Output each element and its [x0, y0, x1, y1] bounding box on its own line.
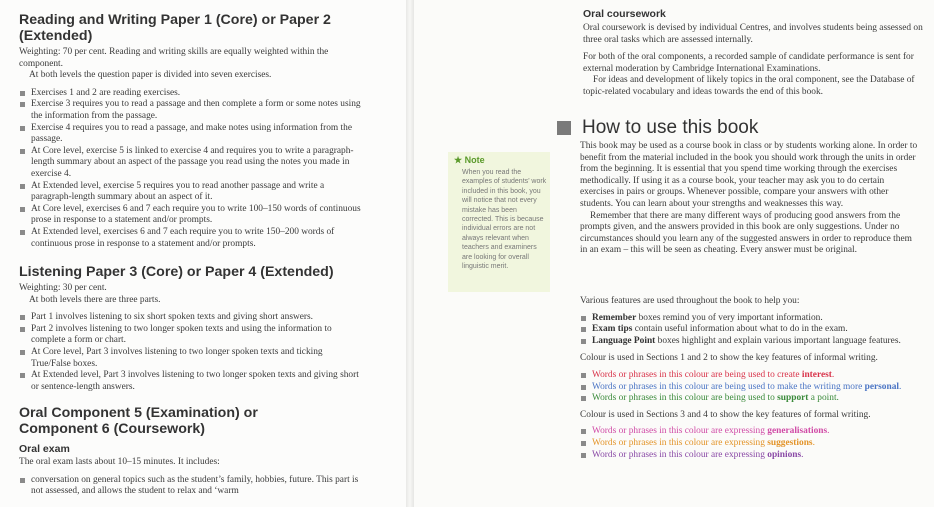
- list-item: At Extended level, exercises 6 and 7 each require you to write 150–200 words of continuous prose in response to a statement and/or prompts.: [19, 227, 364, 250]
- exercises-intro: At both levels the question paper is divided into seven exercises.: [29, 70, 272, 81]
- informal-colour-intro: Colour is used in Sections 1 and 2 to show the key features of informal writing.: [580, 353, 878, 364]
- list-item: Exercise 4 requires you to read a passage, and make notes using information from the passage.: [19, 123, 364, 146]
- note-box: [448, 152, 550, 292]
- oral-heading-line1: Oral Component 5 (Examination) or: [19, 405, 258, 421]
- oral-coursework-paragraph: Oral coursework is devised by individual Centres, and involves students being assessed on three oral tasks which are assessed internally.: [583, 23, 923, 45]
- list-item: Words or phrases in this colour are expressing suggestions.: [580, 438, 920, 450]
- exam-tips-label: Exam tips: [592, 324, 633, 335]
- list-item: Exercise 3 requires you to read a passage and then complete a form or some notes using the information from the passage.: [19, 99, 364, 122]
- oral-exam-list: [19, 475, 359, 498]
- list-item: Words or phrases in this colour are expressing opinions.: [580, 450, 920, 462]
- reading-writing-heading-line1: Reading and Writing Paper 1 (Core) or Paper 2: [19, 12, 331, 28]
- formal-colour-intro: Colour is used in Sections 3 and 4 to show the key features of formal writing.: [580, 409, 871, 420]
- moderation-paragraph: For both of the oral components, a recorded sample of candidate performance is sent for external moderation by Cambridge International Examinations.: [583, 52, 914, 74]
- informal-colour-list: [580, 370, 920, 405]
- language-point-label: Language Point: [592, 335, 656, 346]
- listening-section: [19, 264, 399, 393]
- features-intro: Various features are used throughout the book to help you:: [580, 296, 800, 306]
- list-item: Words or phrases in this colour are being used to support a point.: [580, 393, 920, 405]
- oral-heading-line2: Component 6 (Coursework): [19, 421, 206, 437]
- ideas-paragraph: For ideas and development of likely topics in the oral component, see the Database of topic-related vocabulary and ideas towards the end of this book.: [583, 75, 915, 97]
- list-item: At Core level, exercise 5 is linked to exercise 4 and requires you to write a paragraph-length summary about an aspect of the passage you read using the notes you made in exercise 4.: [19, 146, 364, 181]
- weighting-paragraph: Weighting: 70 per cent. Reading and writing skills are equally weighted within the component.: [19, 47, 329, 69]
- reading-writing-section: [19, 12, 399, 250]
- list-item: Words or phrases in this colour are being used to make the writing more personal.: [580, 382, 920, 394]
- how-to-use-paragraph: This book may be used as a course book in class or by students working alone. In order to benefit from the material included in the book you should work through the units in order from the beginning. It is essential that you spend time working through the exercises methodically. If using it as a course book, your teacher may ask you to do certain exercises in pairs or groups. Whenever possible, compare your answers with other students. You can learn about your strengths and weaknesses this way.: [580, 141, 918, 209]
- how-to-use-section: [580, 141, 920, 257]
- how-to-use-heading: How to use this book: [582, 117, 759, 138]
- reading-writing-heading-line2: (Extended): [19, 28, 93, 44]
- list-item: At Core level, exercises 6 and 7 each require you to write 100–150 words of continuous prose in response to a statement and/or prompts.: [19, 204, 364, 227]
- remember-label: Remember: [592, 312, 637, 323]
- star-icon: ★: [454, 155, 463, 165]
- list-item: conversation on general topics such as the student’s family, hobbies, future. This part is not assessed, and allows the student to relax and ‘warm: [19, 475, 359, 498]
- list-item: Part 2 involves listening to two longer spoken texts and using the information to complete a form or chart.: [19, 324, 359, 347]
- oral-exam-paragraph: The oral exam lasts about 10–15 minutes. It includes:: [19, 457, 220, 467]
- formal-colour-list: [580, 426, 920, 461]
- exercise-list: [19, 88, 364, 250]
- oral-coursework-heading: Oral coursework: [583, 8, 666, 20]
- features-section: [580, 296, 920, 461]
- section-square-icon: [557, 121, 571, 135]
- features-list: [580, 313, 920, 348]
- list-item: Words or phrases in this colour are being used to create interest.: [580, 370, 920, 382]
- list-item: Part 1 involves listening to six short spoken texts and giving short answers.: [19, 312, 359, 324]
- remember-paragraph: Remember that there are many different ways of producing good answers from the prompts given, and the answers provided in this book are only suggestions. Under no circumstances should you learn any of the suggested answers in order to reproduce them in an exam – this will be seen as cheating. Every answer must be original.: [580, 210, 912, 256]
- left-page: [0, 0, 408, 507]
- oral-coursework-section: [583, 8, 923, 99]
- list-item: At Extended level, Part 3 involves listening to two longer spoken texts and giving short or sentence-length answers.: [19, 370, 359, 393]
- book-gutter: [406, 0, 414, 507]
- list-item: Exam tips contain useful information about what to do in the exam.: [580, 324, 920, 336]
- list-item: Exercises 1 and 2 are reading exercises.: [19, 88, 364, 100]
- oral-section: [19, 405, 399, 498]
- listening-heading: Listening Paper 3 (Core) or Paper 4 (Extended): [19, 264, 334, 280]
- listening-intro: At both levels there are three parts.: [29, 294, 161, 305]
- listening-weighting: Weighting: 30 per cent.: [19, 283, 107, 293]
- list-item: At Extended level, exercise 5 requires you to read another passage and write a paragraph-length summary about an aspect of it.: [19, 181, 364, 204]
- list-item: Language Point boxes highlight and explain various important language features.: [580, 336, 920, 348]
- list-item: At Core level, Part 3 involves listening to two longer spoken texts and ticking True/False boxes.: [19, 347, 359, 370]
- oral-exam-subheading: Oral exam: [19, 443, 70, 455]
- list-item: Remember boxes remind you of very important information.: [580, 313, 920, 325]
- note-title: Note: [464, 155, 485, 165]
- list-item: Words or phrases in this colour are expressing generalisations.: [580, 426, 920, 438]
- listening-list: [19, 312, 359, 393]
- note-text: When you read the examples of students’ work included in this book, you will notice that not every mistake has been corrected. This is because individual errors are not always relevant when teachers and examiners are looking for overall linguistic merit.: [462, 169, 547, 271]
